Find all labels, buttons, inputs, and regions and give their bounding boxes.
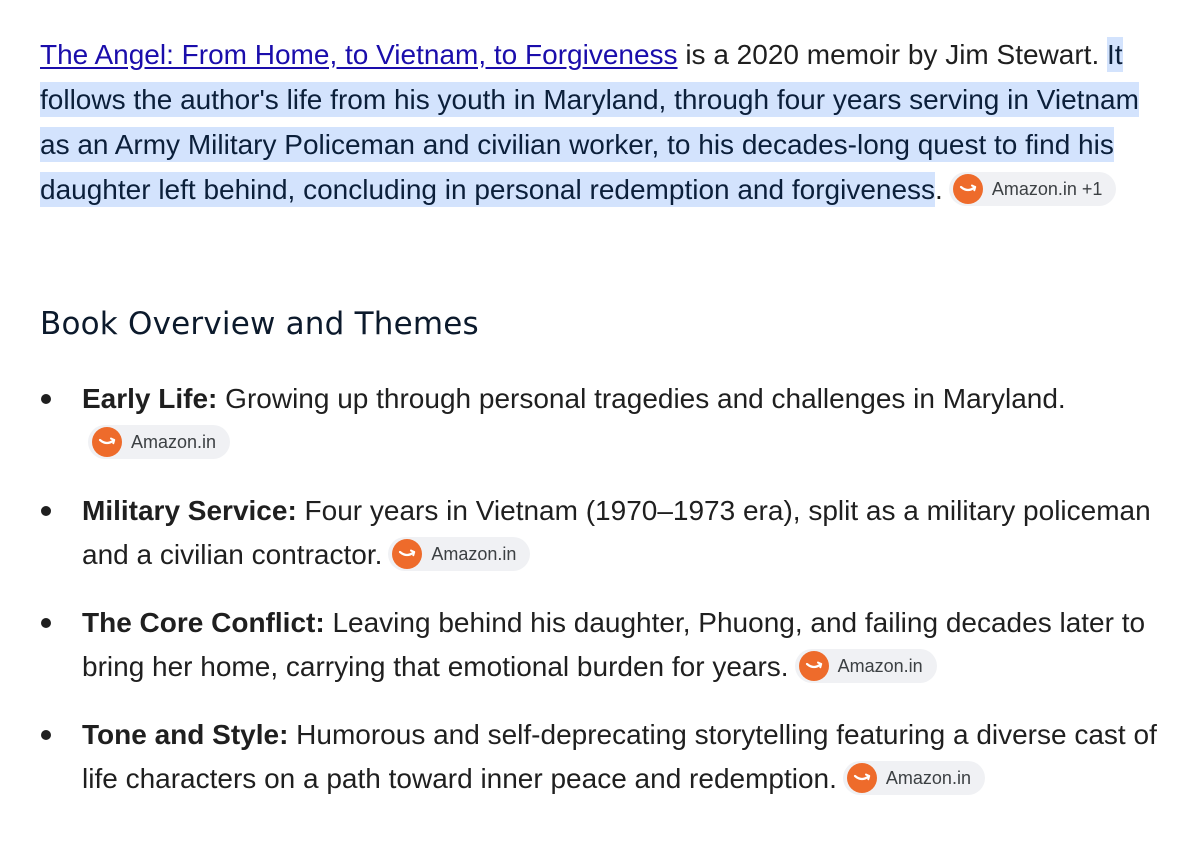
bullet-dot	[41, 730, 51, 740]
item-text: Humorous and self-deprecating storytelling featuring a diverse cast of life characters on a path toward inner peace and redemption.	[82, 719, 1157, 794]
bullet-dot	[41, 394, 51, 404]
themes-list	[0, 377, 1200, 825]
highlighted-summary: It follows the author's life from his youth in Maryland, through four years serving in Vietnam as an Army Military Policeman and civilian worker, to his decades-long quest to find his daughter left behind, concluding in personal redemption and forgiveness	[40, 39, 1139, 205]
item-term: Military Service:	[82, 495, 297, 526]
amazon-logo-icon	[953, 174, 983, 204]
amazon-logo-icon	[799, 651, 829, 681]
source-chip-label: Amazon.in +1	[991, 178, 1103, 199]
source-chip-label: Amazon.in	[431, 543, 517, 564]
item-text: Leaving behind his daughter, Phuong, and failing decades later to bring her home, carrying that emotional burden for years.	[82, 607, 1146, 682]
item-term: The Core Conflict:	[82, 607, 325, 638]
item-term: Tone and Style:	[82, 719, 289, 750]
bullet-dot	[41, 618, 51, 628]
source-chip[interactable]	[949, 172, 1117, 206]
amazon-logo-icon	[847, 763, 877, 793]
source-chip[interactable]	[388, 537, 530, 571]
amazon-logo-icon	[392, 539, 422, 569]
item-text: Four years in Vietnam (1970–1973 era), split as a military policeman and a civilian contractor.	[82, 495, 1151, 570]
source-chip[interactable]	[843, 761, 985, 795]
source-chip-label: Amazon.in	[885, 767, 971, 788]
item-text: Growing up through personal tragedies and challenges in Maryland.	[217, 383, 1066, 414]
section-heading: Book Overview and Themes	[40, 306, 479, 342]
list-item	[0, 713, 1200, 801]
bullet-dot	[41, 506, 51, 516]
source-chip[interactable]	[88, 425, 230, 459]
intro-period: .	[935, 174, 943, 205]
intro-text: is a 2020 memoir by Jim Stewart.	[677, 39, 1108, 70]
source-chip-label: Amazon.in	[131, 431, 217, 452]
item-term: Early Life:	[82, 383, 218, 414]
source-chip[interactable]	[795, 649, 937, 683]
intro-paragraph	[40, 32, 1170, 212]
list-item	[0, 601, 1200, 689]
book-title-link[interactable]: The Angel: From Home, to Vietnam, to Forgiveness	[40, 39, 678, 70]
source-chip-label: Amazon.in	[837, 655, 923, 676]
list-item	[0, 489, 1200, 577]
list-item	[0, 377, 1200, 465]
amazon-logo-icon	[92, 427, 122, 457]
